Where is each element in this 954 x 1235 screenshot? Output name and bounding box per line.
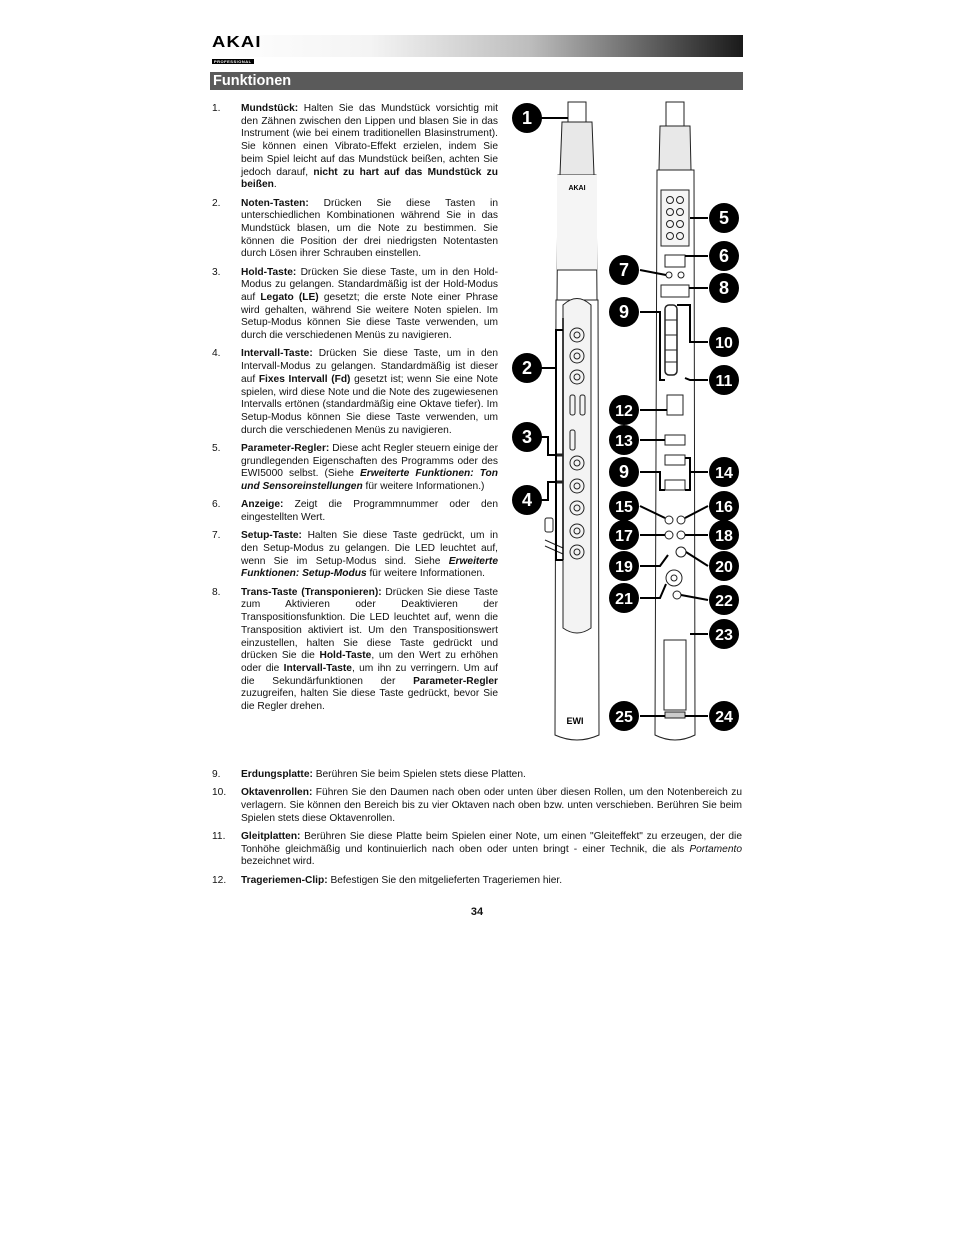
callout-number: 8 — [718, 278, 730, 298]
callout-badge — [609, 457, 639, 487]
front-view — [545, 102, 599, 740]
callout-number: 4 — [521, 490, 533, 510]
list-item-text — [241, 198, 498, 262]
callout-badge — [609, 395, 639, 425]
callout-number: 17 — [615, 528, 633, 545]
callout-number: 14 — [715, 465, 733, 482]
list-item-emphasis: Parameter-Regler: — [241, 442, 330, 454]
logo-brand: AKAI — [212, 34, 262, 51]
list-item — [212, 787, 742, 825]
list-item-emphasis: Trageriemen-Clip: — [241, 874, 328, 886]
list-item — [212, 530, 498, 581]
list-item-segment: Drücken Sie diese Taste, um in den Hold-Modus zu gelangen. Standardmäßig ist der Hold-Modus auf — [241, 266, 498, 304]
callout-badge — [709, 203, 739, 233]
list-item-segment: Drücken Sie diese Tasten in unterschiedlichen Kombinationen während Sie in das Mundstück blasen, um die Note zu bestimmen. Sie können die Position der drei niedrigsten Notentasten durch Lösen ihrer Schrauben einstellen. — [241, 197, 498, 260]
list-item-segment: für weitere Informationen. — [366, 568, 485, 580]
list-item-number: 9. — [212, 769, 221, 780]
list-item-emphasis: Intervall-Taste — [283, 662, 352, 674]
list-item-number: 8. — [212, 586, 221, 598]
list-item — [212, 769, 742, 782]
list-item-number: 12. — [212, 874, 227, 886]
section-title: Funktionen — [213, 73, 292, 89]
list-item-emphasis: Hold-Taste: — [241, 266, 297, 278]
front-brand-label: AKAI — [568, 185, 586, 192]
list-item-segment: , um ihn zu verringern. Um auf die Sekundärfunktionen der — [241, 662, 498, 687]
list-item-emphasis: Portamento — [689, 843, 742, 855]
list-item-segment: Halten Sie diese Taste gedrückt, um in den Setup-Modus zu gelangen. Die LED leuchtet auf, wenn Sie im Setup-Modus sind. Siehe — [241, 530, 498, 567]
callout-number: 22 — [715, 593, 733, 610]
page-number: 34 — [470, 906, 484, 918]
list-item-text — [241, 499, 498, 524]
callout-badge — [609, 425, 639, 455]
list-item-segment: Drücken Sie diese Taste zum Aktivieren oder Deaktivieren der Transpositionsfunktion. Die LED leuchtet auf, wenn die Transposition aktiviert ist. Um den Transpositionswert einzustellen, halten Sie diese Taste gedrückt und drücken Sie die — [241, 586, 498, 662]
list-item-emphasis: Legato (LE) — [260, 292, 319, 304]
callout-number: 10 — [715, 335, 733, 352]
callout-badge — [512, 353, 542, 383]
list-item-emphasis: Trans-Taste (Transponieren): — [241, 586, 382, 598]
list-item-emphasis: Intervall-Taste: — [241, 348, 313, 360]
callout-badge — [609, 520, 639, 550]
callout-number: 21 — [615, 591, 633, 608]
ewi-instrument-diagram — [510, 95, 745, 745]
callout-badge — [709, 491, 739, 521]
list-item-emphasis: Erweiterte Funktionen: Ton und Sensoreinstellungen — [241, 468, 498, 493]
list-item-number: 1. — [212, 103, 221, 114]
callout-number: 25 — [615, 709, 633, 726]
callout-badge — [709, 241, 739, 271]
callout-number: 20 — [715, 559, 733, 576]
list-item-number: 3. — [212, 266, 221, 278]
list-item — [212, 443, 498, 494]
list-item-segment: bezeichnet wird. — [241, 856, 315, 868]
callout-number: 18 — [715, 528, 733, 545]
header-gradient-bar — [210, 35, 743, 57]
list-item-segment: Führen Sie den Daumen nach oben oder unten über diesen Rollen, um den Notenbereich zu verlagern. Sie können den Bereich bis zu vier Oktaven nach oben bzw. unten verschieben. Berühren Sie beim Spielen stets diese Oktavenrollen. — [241, 787, 742, 824]
list-item-text — [241, 103, 498, 192]
list-item-text — [241, 530, 498, 581]
callout-number: 5 — [718, 208, 730, 228]
callout-number: 16 — [715, 499, 733, 516]
callout-number: 9 — [618, 302, 630, 322]
list-item-emphasis: Erdungsplatte: — [241, 769, 313, 780]
list-item-emphasis: Setup-Taste: — [241, 530, 302, 542]
list-item-segment: , um den Wert zu erhöhen oder die — [241, 650, 498, 674]
list-item-segment: Zeigt die Programmnummer oder den eingestellten Wert. — [241, 499, 498, 524]
callout-number: 7 — [618, 260, 630, 280]
list-item-segment: Drücken Sie diese Taste, um in den Intervall-Modus zu gelangen. Standardmäßig ist dieser auf — [241, 348, 498, 385]
list-item-segment: gesetzt ist; wenn Sie eine Note spielen, wird diese Note und die Note des zugewiesenen Intervalls ertönen (standardmäßig eine Oktave tiefer). Im Setup-Modus können Sie diese Taste verwenden, um durch die verschiedenen Menüs zu navigieren. — [241, 373, 499, 436]
list-item-emphasis: Oktavenrollen: — [241, 787, 313, 799]
list-item-text — [241, 831, 742, 869]
callout-number: 9 — [618, 462, 630, 482]
list-item — [212, 587, 498, 714]
feature-list-continued — [212, 769, 742, 893]
logo-subtitle: PROFESSIONAL — [214, 59, 252, 64]
callout-badge — [709, 585, 739, 615]
list-item-number: 4. — [212, 348, 221, 360]
front-model-label: EWI — [566, 716, 584, 726]
list-item-text — [241, 587, 498, 714]
list-item-emphasis: Parameter-Regler — [413, 675, 498, 687]
list-item-emphasis: Noten-Tasten: — [241, 197, 309, 209]
list-item-emphasis: nicht zu hart auf das Mundstück zu beißen — [241, 166, 498, 191]
callout-number: 2 — [521, 358, 533, 378]
callout-badge — [709, 551, 739, 581]
callout-number: 1 — [521, 108, 533, 128]
callout-badge — [609, 551, 639, 581]
callout-number: 24 — [715, 709, 733, 726]
list-item-segment: Befestigen Sie den mitgelieferten Trageriemen hier. — [327, 874, 563, 886]
callout-number: 19 — [615, 559, 633, 576]
list-item-segment: Diese acht Regler steuern einige der grundlegenden Eigenschaften des Programms oder des EWI5000 selbst. (Siehe — [241, 442, 498, 480]
list-item-text — [241, 875, 742, 888]
list-item-number: 6. — [212, 499, 221, 511]
callout-badge — [512, 422, 542, 452]
callout-badge — [709, 457, 739, 487]
list-item-segment: zuzugreifen, halten Sie diese Taste gedrückt, bevor Sie die Regler drehen. — [241, 688, 498, 713]
callout-badge — [709, 520, 739, 550]
callout-badge — [609, 701, 639, 731]
callout-number: 11 — [715, 373, 733, 390]
list-item-emphasis: Hold-Taste — [319, 650, 372, 662]
list-item-text — [241, 787, 742, 825]
list-item-text — [241, 267, 498, 343]
list-item — [212, 499, 498, 524]
list-item-text — [241, 348, 498, 437]
list-item-emphasis: Anzeige: — [241, 499, 284, 511]
list-item-emphasis: Gleitplatten: — [241, 831, 301, 842]
callout-badge — [609, 297, 639, 327]
callout-badge — [709, 701, 739, 731]
callout-badge — [609, 255, 639, 285]
list-item-segment: gesetzt; die erste Note einer Phrase wird gehalten, während Sie weitere Noten spielen. Im Setup-Modus können Sie diese Taste verwenden, um durch die verschiedenen Menüs zu navigieren. — [241, 292, 498, 342]
callout-badges — [512, 103, 739, 731]
callout-badge — [709, 327, 739, 357]
list-item-number: 7. — [212, 530, 221, 542]
callout-badge — [609, 583, 639, 613]
list-item — [212, 348, 498, 437]
callout-number: 3 — [521, 427, 533, 447]
callout-badge — [512, 103, 542, 133]
rear-view — [655, 102, 695, 740]
callout-badge — [512, 485, 542, 515]
callout-badge — [709, 273, 739, 303]
list-item-segment: . — [273, 179, 277, 191]
list-item — [212, 198, 498, 262]
callout-badge — [709, 619, 739, 649]
akai-logo — [212, 34, 270, 64]
list-item-segment: Berühren Sie diese Platte beim Spielen einer Note, um einen "Gleiteffekt" zu erzeugen, der die Tonhöhe gleichmäßig und kontinuierlich nach oben oder unten bringt - einer Technik, die als — [241, 831, 742, 855]
list-item — [212, 103, 498, 192]
list-item-number: 10. — [212, 787, 227, 799]
list-item — [212, 831, 742, 869]
callout-badge — [609, 491, 639, 521]
list-item-segment: für weitere Informationen.) — [362, 481, 485, 493]
list-item-text — [241, 769, 742, 782]
list-item — [212, 267, 498, 343]
callout-number: 13 — [615, 433, 633, 450]
callout-number: 6 — [718, 246, 730, 266]
callout-number: 12 — [615, 403, 633, 420]
list-item-emphasis: Erweiterte Funktionen: Setup-Modus — [241, 555, 498, 580]
section-heading-bar — [210, 72, 743, 90]
list-item-number: 5. — [212, 442, 221, 454]
list-item — [212, 875, 742, 888]
feature-list — [212, 103, 498, 719]
list-item-number: 2. — [212, 197, 221, 209]
callout-number: 15 — [615, 499, 633, 516]
list-item-emphasis: Fixes Intervall (Fd) — [258, 373, 351, 385]
list-item-segment: Berühren Sie beim Spielen stets diese Platten. — [312, 769, 526, 780]
list-item-text — [241, 443, 498, 494]
list-item-segment: Halten Sie das Mundstück vorsichtig mit den Zähnen zwischen den Lippen und blasen Sie in das Instrument (wie bei einem traditionellen Blasinstrument). Sie können einen Vibrato-Effekt erzielen, indem Sie beim Spiel leicht auf das Mundstück beißen, achten Sie jedoch darauf, — [241, 103, 498, 178]
callout-badge — [709, 365, 739, 395]
list-item-emphasis: Mundstück: — [241, 103, 299, 114]
callout-number: 23 — [715, 627, 733, 644]
list-item-number: 11. — [212, 831, 226, 842]
